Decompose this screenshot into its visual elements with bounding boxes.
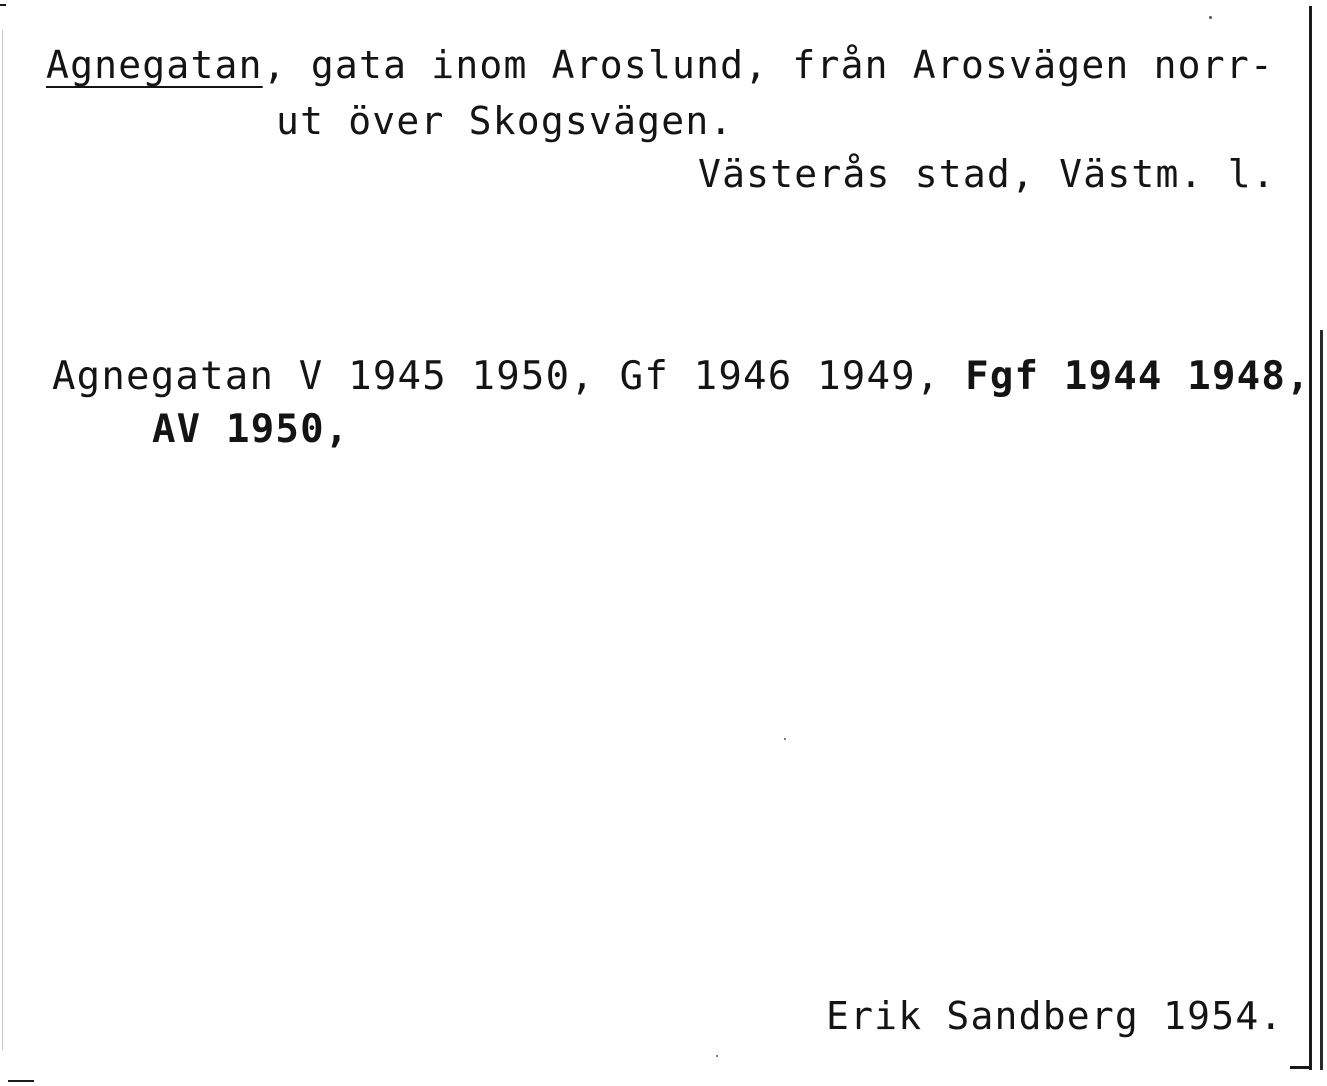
card-bottom-left-mark	[8, 1080, 34, 1082]
card-left-edge	[2, 30, 3, 1050]
street-name: Agnegatan	[46, 43, 263, 87]
source-references-plain: Agnegatan V 1945 1950, Gf 1946 1949,	[52, 354, 966, 399]
street-description: , gata inom Aroslund, från Arosvägen norr-	[262, 43, 1274, 87]
card-title-line	[46, 43, 1274, 87]
source-references-line-2: AV 1950,	[152, 407, 350, 452]
card-top-left-mark	[0, 4, 6, 6]
signature: Erik Sandberg 1954.	[826, 994, 1284, 1038]
ink-speck	[716, 1055, 718, 1057]
card-right-outer-border	[1320, 330, 1323, 1070]
card-right-border	[1309, 6, 1312, 1070]
street-description-continuation: ut över Skogsvägen.	[276, 99, 734, 143]
card-bottom-right-corner	[1290, 1066, 1312, 1069]
location-line: Västerås stad, Västm. l.	[698, 152, 1276, 196]
source-references-line-1	[52, 354, 1311, 399]
ink-speck	[784, 738, 786, 740]
source-references-bold: Fgf 1944 1948,	[965, 354, 1311, 399]
ink-speck	[1209, 16, 1212, 19]
